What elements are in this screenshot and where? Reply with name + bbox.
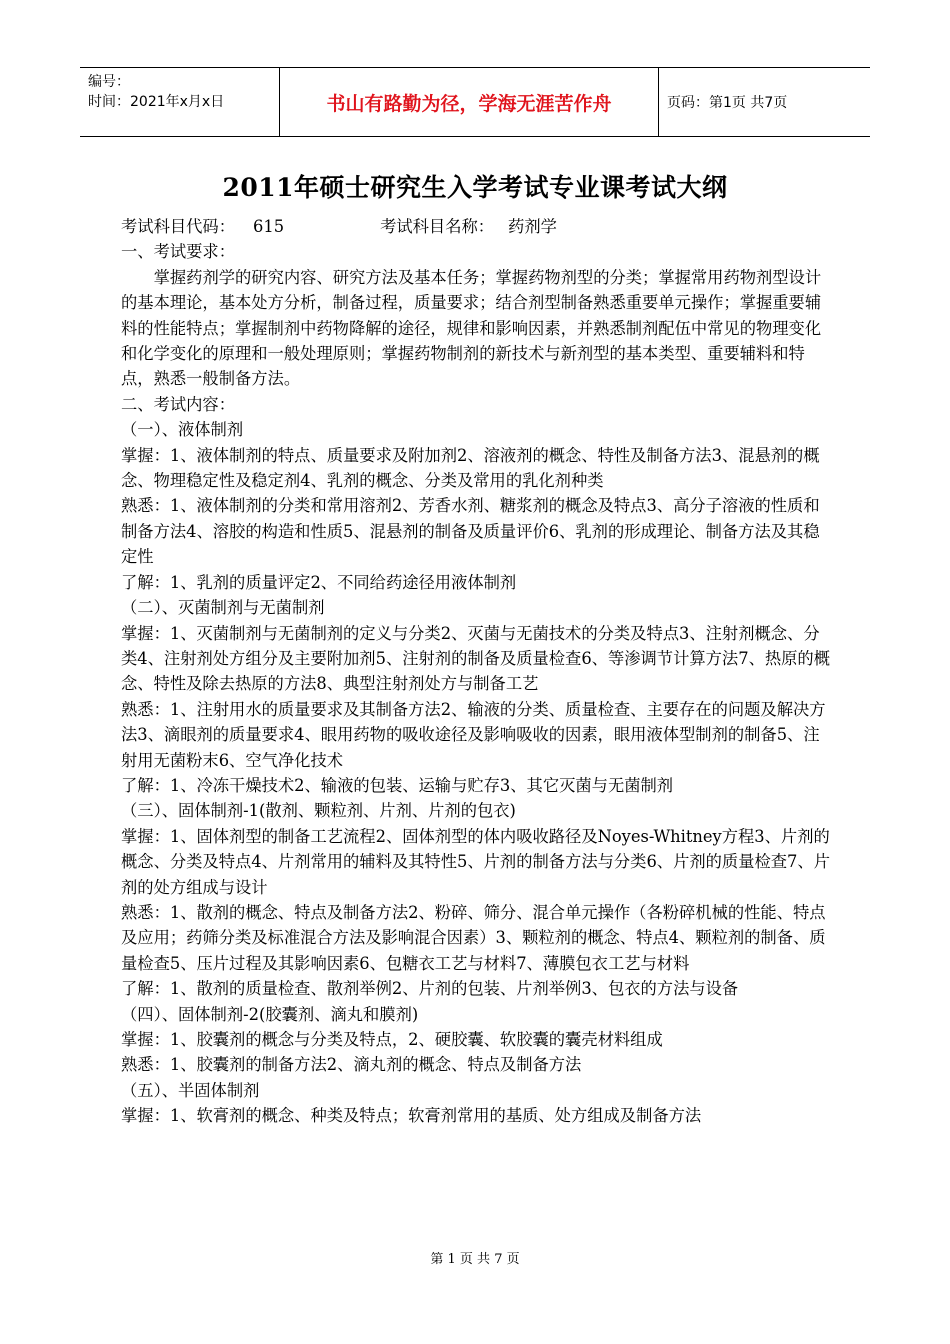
paragraph: 熟悉：1、注射用水的质量要求及其制备方法2、输液的分类、质量检查、主要存在的问题及解决方法3、滴眼剂的质量要求4、眼用药物的吸收途径及影响吸收的因素，眼用液体型制剂的制备5、注射用无菌粉末6、空气净化技术	[121, 699, 826, 770]
paragraph: 掌握药剂学的研究内容、研究方法及基本任务；掌握药物剂型的分类；掌握常用药物剂型设计的基本理论，基本处方分析，制备过程，质量要求；结合剂型制备熟悉重要单元操作；掌握重要辅料的性能特点；掌握制剂中药物降解的途径，规律和影响因素，并熟悉制剂配伍中常见的物理变化和化学变化的原理和一般处理原则；掌握药物制剂的新技术与新剂型的基本类型、重要辅料和特点，熟悉一般制备方法。	[121, 267, 822, 389]
page-info: 页码：第1页 共7页	[667, 95, 788, 111]
paragraph: 掌握：1、灭菌制剂与无菌制剂的定义与分类2、灭菌与无菌技术的分类及特点3、注射剂概念、分类4、注射剂处方组分及主要附加剂5、注射剂的制备及质量检查6、等渗调节计算方法7、热原的概念、特性及除去热原的方法8、典型注射剂处方与制备工艺	[121, 623, 830, 694]
motto: 书山有路勤为径，学海无涯苦作舟	[280, 68, 659, 136]
subsection-heading: （五）、半固体制剂	[121, 1080, 260, 1100]
paragraph: 掌握：1、软膏剂的概念、种类及特点；软膏剂常用的基质、处方组成及制备方法	[121, 1106, 702, 1126]
page-header	[80, 67, 870, 137]
subject-info	[121, 214, 833, 239]
paragraph: 熟悉：1、散剂的概念、特点及制备方法2、粉碎、筛分、混合单元操作（各粉碎机械的性能、特点及应用；药筛分类及标准混合方法及影响混合因素）3、颗粒剂的概念、特点4、颗粒剂的制备、质量检查5、压片过程及其影响因素6、包糖衣工艺与材料7、薄膜包衣工艺与材料	[121, 902, 826, 973]
subsection-heading: （三）、固体制剂-1(散剂、颗粒剂、片剂、片剂的包衣)	[121, 801, 516, 821]
document-title: 2011年硕士研究生入学考试专业课考试大纲	[222, 173, 728, 202]
paragraph: 了解：1、散剂的质量检查、散剂举例2、片剂的包装、片剂举例3、包衣的方法与设备	[121, 979, 739, 999]
name-label: 考试科目名称：	[380, 217, 495, 236]
page-footer: 第 1 页 共 7 页	[430, 1252, 520, 1267]
paragraph: 了解：1、冷冻干燥技术2、输液的包装、运输与贮存3、其它灭菌与无菌制剂	[121, 775, 674, 795]
subsection-heading: （一）、液体制剂	[121, 420, 244, 440]
paragraph: 掌握：1、固体剂型的制备工艺流程2、固体剂型的体内吸收路径及Noyes-Whitney方程3、片剂的概念、分类及特点4、片剂常用的辅料及其特性5、片剂的制备方法与分类6、片剂的质量检查7、片剂的处方组成与设计	[121, 826, 830, 897]
code-label: 考试科目代码：	[121, 217, 235, 236]
number-label: 编号：	[88, 74, 130, 90]
paragraph: 掌握：1、液体制剂的特点、质量要求及附加剂2、溶液剂的概念、特性及制备方法3、混悬剂的概念、物理稳定性及稳定剂4、乳剂的概念、分类及常用的乳化剂种类	[121, 445, 820, 491]
header-meta	[80, 68, 280, 136]
paragraph: 熟悉：1、液体制剂的分类和常用溶剂2、芳香水剂、糖浆剂的概念及特点3、高分子溶液的性质和制备方法4、溶胶的构造和性质5、混悬剂的制备及质量评价6、乳剂的形成理论、制备方法及其稳定性	[121, 496, 820, 567]
name-value: 药剂学	[508, 217, 557, 236]
document-body	[121, 214, 833, 1129]
time-label: 时间：2021年x月x日	[88, 94, 225, 110]
paragraph: 了解：1、乳剂的质量评定2、不同给药途径用液体制剂	[121, 572, 517, 592]
code-value: 615	[252, 217, 285, 236]
section-heading: 一、考试要求：	[121, 242, 235, 262]
subsection-heading: （四）、固体制剂-2(胶囊剂、滴丸和膜剂)	[121, 1004, 419, 1024]
section-heading: 二、考试内容：	[121, 394, 235, 414]
paragraph: 熟悉：1、胶囊剂的制备方法2、滴丸剂的概念、特点及制备方法	[121, 1055, 582, 1075]
paragraph: 掌握：1、胶囊剂的概念与分类及特点，2、硬胶囊、软胶囊的囊壳材料组成	[121, 1030, 663, 1049]
subsection-heading: （二）、灭菌制剂与无菌制剂	[121, 598, 325, 618]
